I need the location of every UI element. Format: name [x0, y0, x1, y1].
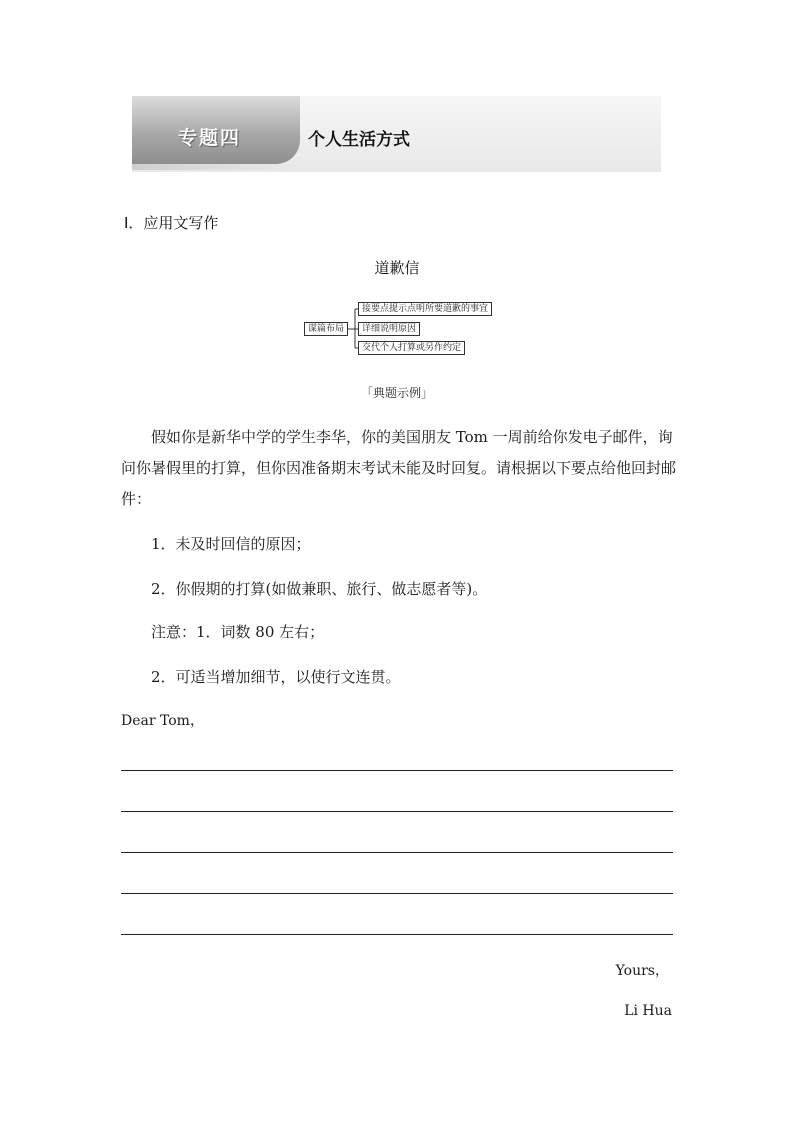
prompt-paragraph: 假如你是新华中学的学生李华，你的美国朋友 Tom 一周前给你发电子邮件，询问你暑假里的打算，但你因准备期末考试未能及时回复。请根据以下要点给他回封邮件： [121, 428, 677, 508]
example-caption: 「典题示例」 [360, 386, 433, 400]
letter-signature: Li Hua [624, 1003, 672, 1019]
diagram-root: 谋篇布局 [304, 322, 348, 336]
section-heading: Ⅰ．应用文写作 [124, 214, 219, 232]
letter-closing: Yours， [615, 963, 669, 979]
topic-title: 个人生活方式 [308, 130, 410, 150]
letter-type-title: 道歉信 [374, 259, 420, 277]
diagram-branch-2: 详细说明原因 [358, 322, 420, 336]
writing-line[interactable] [121, 893, 673, 894]
diagram-branch-1: 接要点提示点明所要道歉的事宜 [358, 302, 492, 316]
writing-line[interactable] [121, 770, 673, 771]
diagram-branch-3: 交代个人打算或另作约定 [358, 341, 465, 355]
point-1: 1．未及时回信的原因； [151, 535, 311, 553]
writing-line[interactable] [121, 811, 673, 812]
note-2: 2．可适当增加细节，以使行文连贯。 [151, 668, 401, 686]
point-2: 2．你假期的打算(如做兼职、旅行、做志愿者等)。 [151, 580, 488, 598]
writing-line[interactable] [121, 934, 673, 935]
topic-number: 专题四 [178, 127, 242, 149]
writing-line[interactable] [121, 852, 673, 853]
letter-greeting: Dear Tom， [121, 713, 204, 729]
note-1: 注意：1．词数 80 左右； [151, 623, 325, 641]
topic-banner [132, 96, 661, 172]
structure-diagram [300, 298, 500, 360]
